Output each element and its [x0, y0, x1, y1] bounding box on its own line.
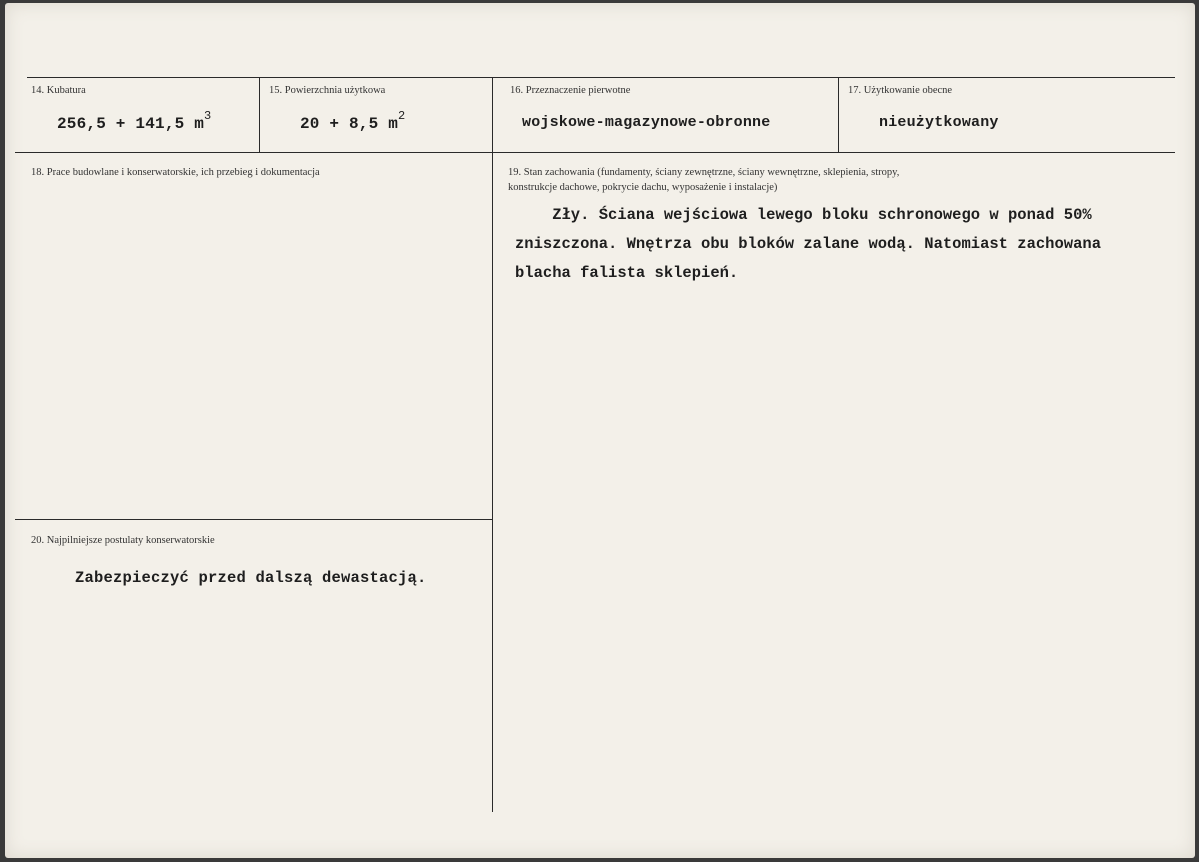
field-20-value: Zabezpieczyć przed dalszą dewastacją.	[75, 569, 427, 587]
field-19-line: Zły. Ściana wejściowa lewego bloku schronowego w ponad 50%	[515, 206, 1092, 224]
field-19-value	[515, 201, 1165, 288]
divider-14-15	[259, 77, 260, 152]
field-15-value: 20 + 8,5 $m^2$	[300, 109, 406, 133]
field-14-value: 256,5 + 141,5 $m^3$	[57, 109, 212, 133]
field-18-label: 18. Prace budowlane i konserwatorskie, ich przebieg i dokumentacja	[31, 167, 320, 178]
inventory-card	[5, 3, 1195, 858]
field-19-line: zniszczona. Wnętrza obu bloków zalane wodą. Natomiast zachowana	[515, 235, 1101, 253]
row1-bottom-rule	[15, 152, 1175, 153]
field-17-value: nieużytkowany	[879, 114, 999, 131]
field-14-label: 14. Kubatura	[31, 85, 86, 96]
field-17-label: 17. Użytkowanie obecne	[848, 85, 953, 96]
field-20-label: 20. Najpilniejsze postulaty konserwatorskie	[31, 535, 215, 546]
top-rule	[27, 77, 1175, 78]
field-19-label-line2: konstrukcje dachowe, pokrycie dachu, wyposażenie i instalacje)	[508, 182, 778, 193]
field-19-line: blacha falista sklepień.	[515, 264, 739, 282]
field-15-label: 15. Powierzchnia użytkowa	[269, 85, 386, 96]
field-19-label-line1: 19. Stan zachowania (fundamenty, ściany zewnętrzne, ściany wewnętrzne, sklepienia, stropy,	[508, 167, 900, 178]
divider-16-17	[838, 77, 839, 152]
field-16-label: 16. Przeznaczenie pierwotne	[510, 85, 631, 96]
section18-bottom-rule	[15, 519, 492, 520]
field-16-value: wojskowe-magazynowe-obronne	[522, 114, 771, 131]
divider-15-16	[492, 77, 493, 812]
